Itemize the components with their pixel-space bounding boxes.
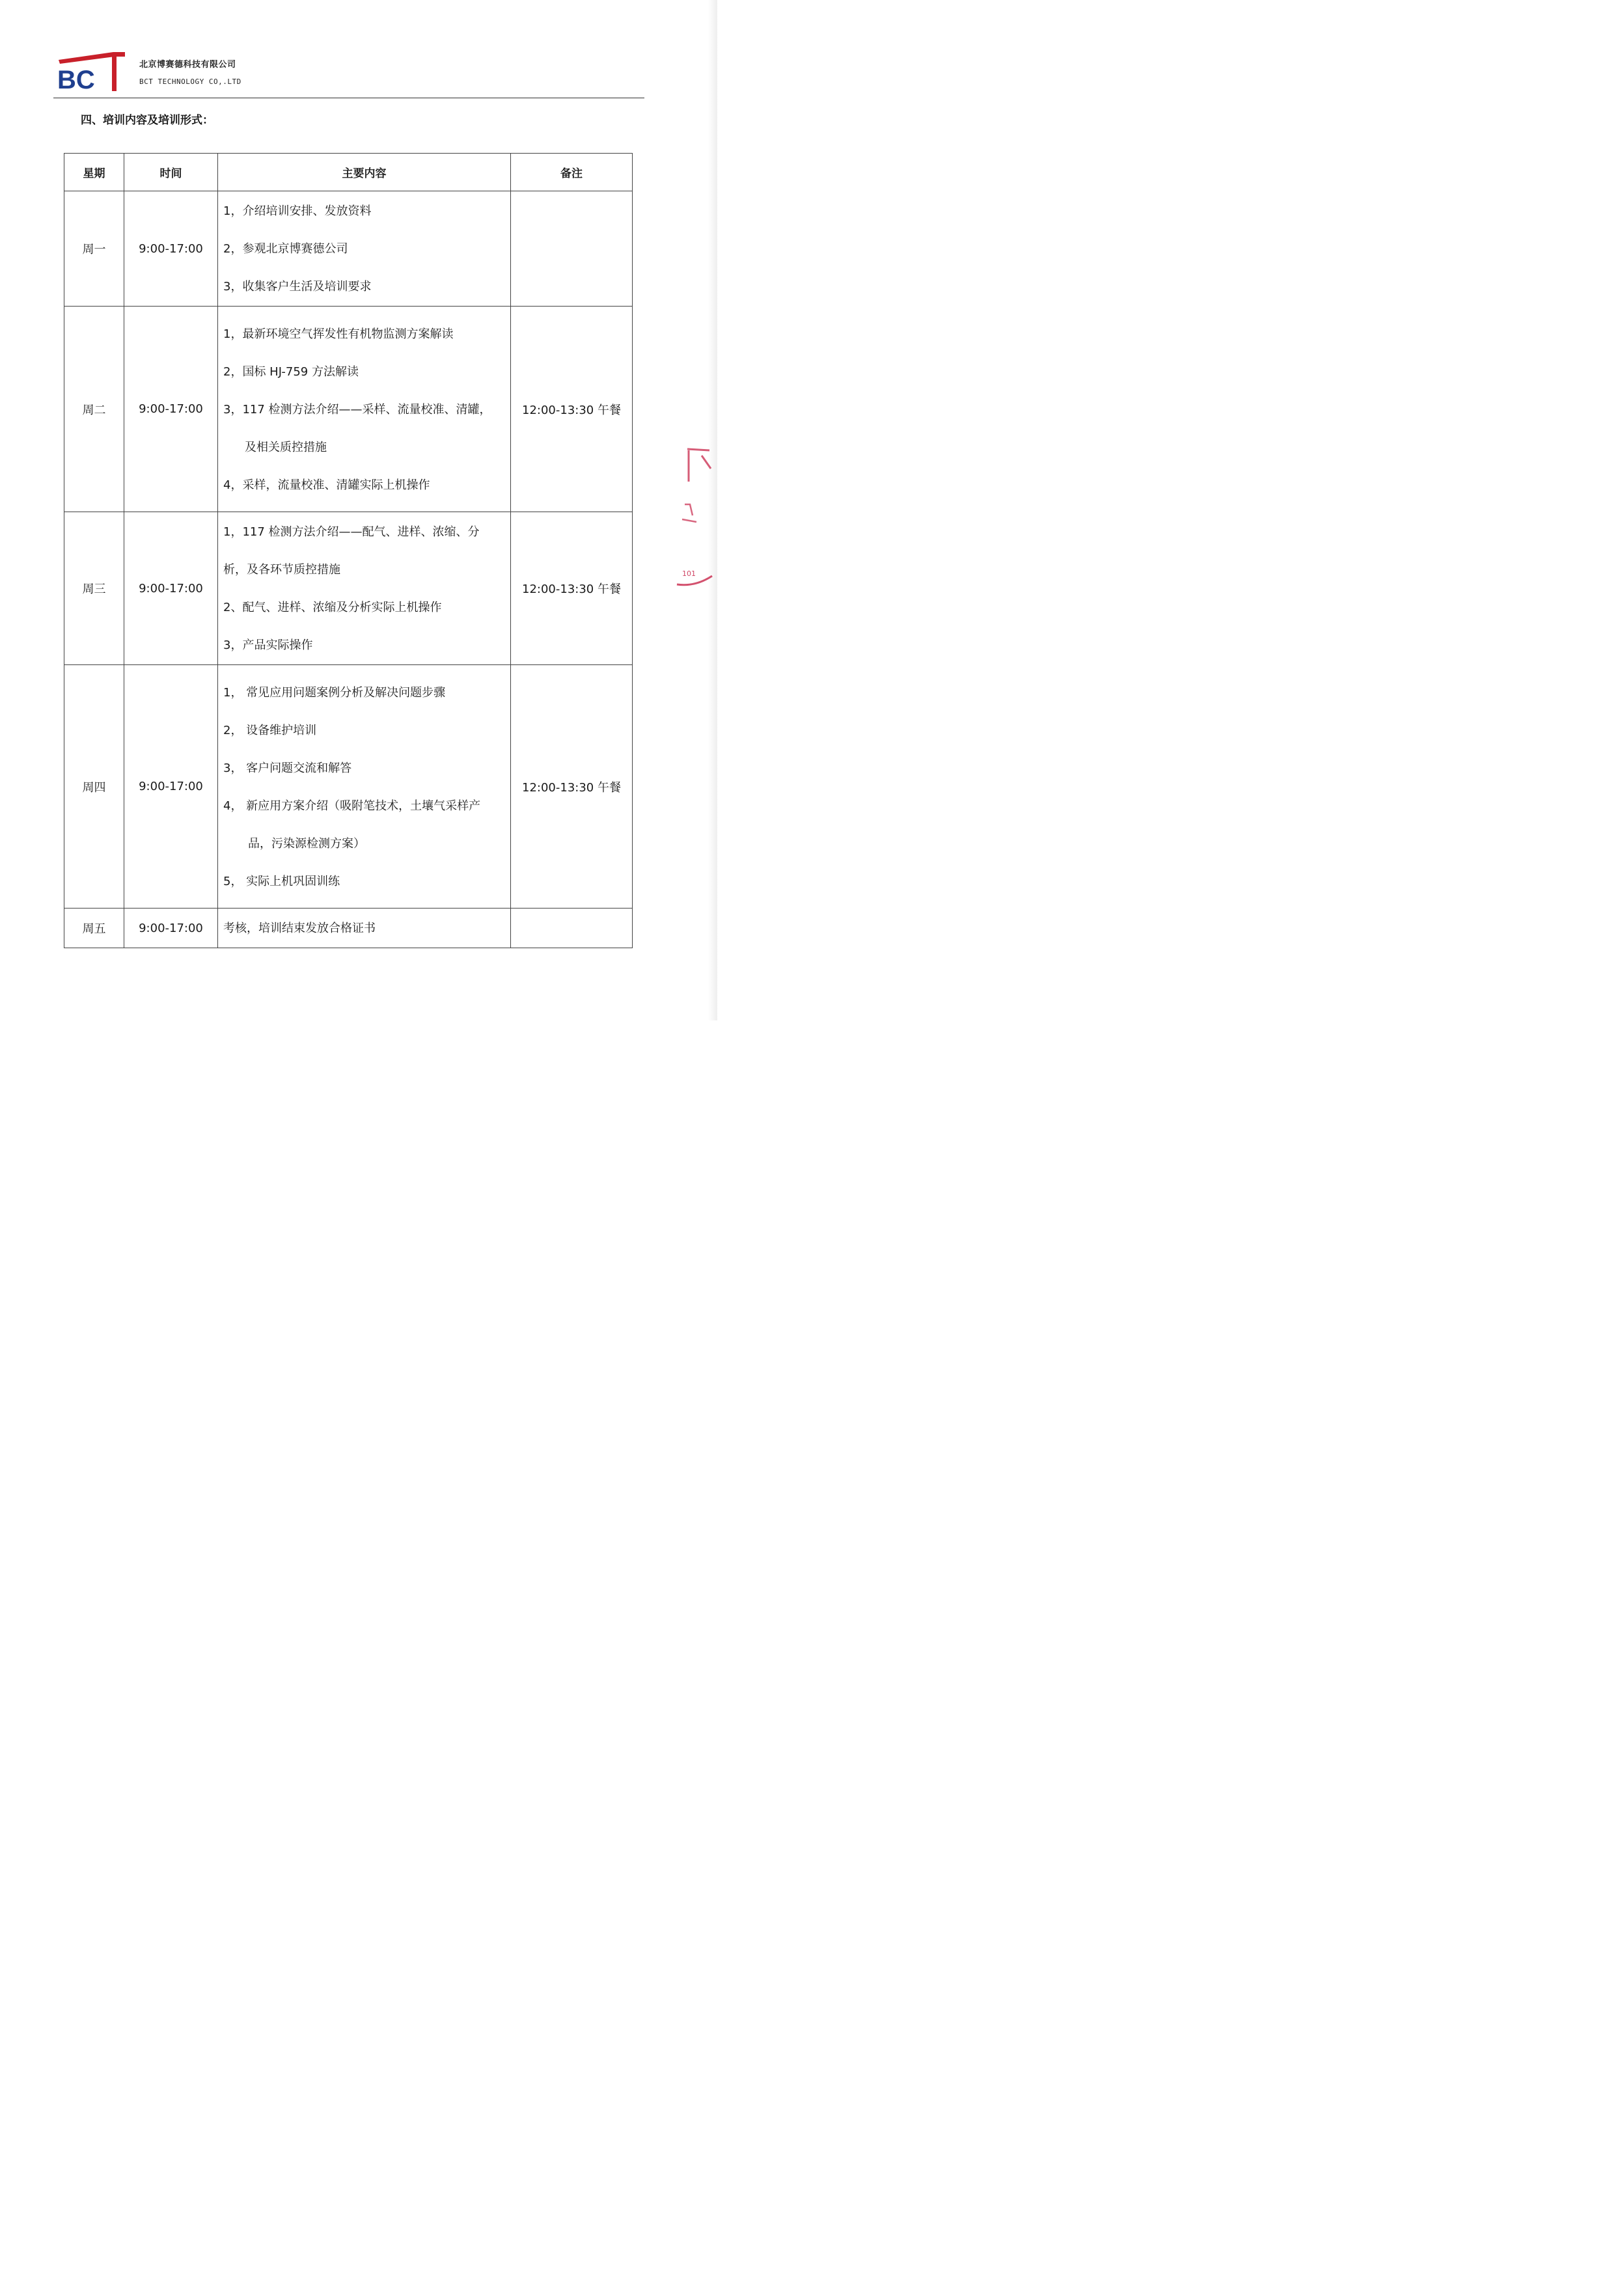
content-item: 4， 新应用方案介绍（吸附笔技术，土壤气采样产 — [223, 799, 481, 813]
note-cell: 12:00-13:30 午餐 — [511, 665, 633, 909]
company-name-en: BCT TECHNOLOGY CO,.LTD — [139, 77, 241, 86]
content-cell — [218, 665, 511, 909]
content-cell — [218, 512, 511, 665]
time-cell: 9:00-17:00 — [124, 512, 218, 665]
content-item: 2，参观北京博赛德公司 — [223, 242, 348, 256]
table-header-row — [64, 154, 633, 191]
table-row — [64, 512, 633, 665]
content-item: 1， 常见应用问题案例分析及解决问题步骤 — [223, 685, 446, 700]
table-row — [64, 665, 633, 909]
content-item: 品，污染源检测方案） — [248, 836, 365, 851]
section-title: 四、培训内容及培训形式： — [81, 114, 213, 127]
time-cell: 9:00-17:00 — [124, 909, 218, 948]
bct-logo — [56, 51, 128, 92]
time-cell: 9:00-17:00 — [124, 191, 218, 307]
company-name-cn: 北京博赛德科技有限公司 — [139, 60, 236, 70]
day-cell: 周三 — [64, 512, 124, 665]
day-cell: 周二 — [64, 307, 124, 512]
table-row — [64, 909, 633, 948]
time-cell: 9:00-17:00 — [124, 665, 218, 909]
training-schedule-table — [64, 153, 633, 948]
seal-text: 101 — [682, 569, 696, 578]
content-cell — [218, 909, 511, 948]
logo-text: BC — [57, 66, 95, 92]
content-item: 及相关质控措施 — [245, 440, 327, 454]
header-time: 时间 — [124, 154, 218, 191]
note-cell: 12:00-13:30 午餐 — [511, 512, 633, 665]
note-cell — [511, 191, 633, 307]
content-item: 1，117 检测方法介绍——配气、进样、浓缩、分 — [223, 525, 480, 539]
content-item: 4，采样，流量校准、清罐实际上机操作 — [223, 478, 430, 492]
header-content: 主要内容 — [218, 154, 511, 191]
content-item: 1，介绍培训安排、发放资料 — [223, 204, 372, 218]
table-row — [64, 191, 633, 307]
content-cell — [218, 191, 511, 307]
content-cell — [218, 307, 511, 512]
note-cell: 12:00-13:30 午餐 — [511, 307, 633, 512]
time-cell: 9:00-17:00 — [124, 307, 218, 512]
content-item: 1，最新环境空气挥发性有机物监测方案解读 — [223, 327, 454, 341]
day-cell: 周一 — [64, 191, 124, 307]
note-cell — [511, 909, 633, 948]
header-note: 备注 — [511, 154, 633, 191]
content-item: 2、配气、进样、浓缩及分析实际上机操作 — [223, 601, 442, 614]
content-item: 3，117 检测方法介绍——采样、流量校准、清罐， — [223, 402, 491, 417]
content-item: 3，收集客户生活及培训要求 — [223, 280, 372, 294]
content-item: 考核，培训结束发放合格证书 — [223, 922, 376, 935]
day-cell: 周四 — [64, 665, 124, 909]
content-item: 2， 设备维护培训 — [223, 723, 317, 737]
day-cell: 周五 — [64, 909, 124, 948]
content-item: 析，及各环节质控措施 — [223, 563, 340, 577]
content-item: 5， 实际上机巩固训练 — [223, 874, 340, 888]
content-item: 3，产品实际操作 — [223, 638, 313, 652]
table-row — [64, 307, 633, 512]
content-item: 3， 客户问题交流和解答 — [223, 761, 352, 775]
header-day: 星期 — [64, 154, 124, 191]
content-item: 2，国标 HJ-759 方法解读 — [223, 364, 359, 379]
company-seal-fragment — [676, 443, 715, 592]
